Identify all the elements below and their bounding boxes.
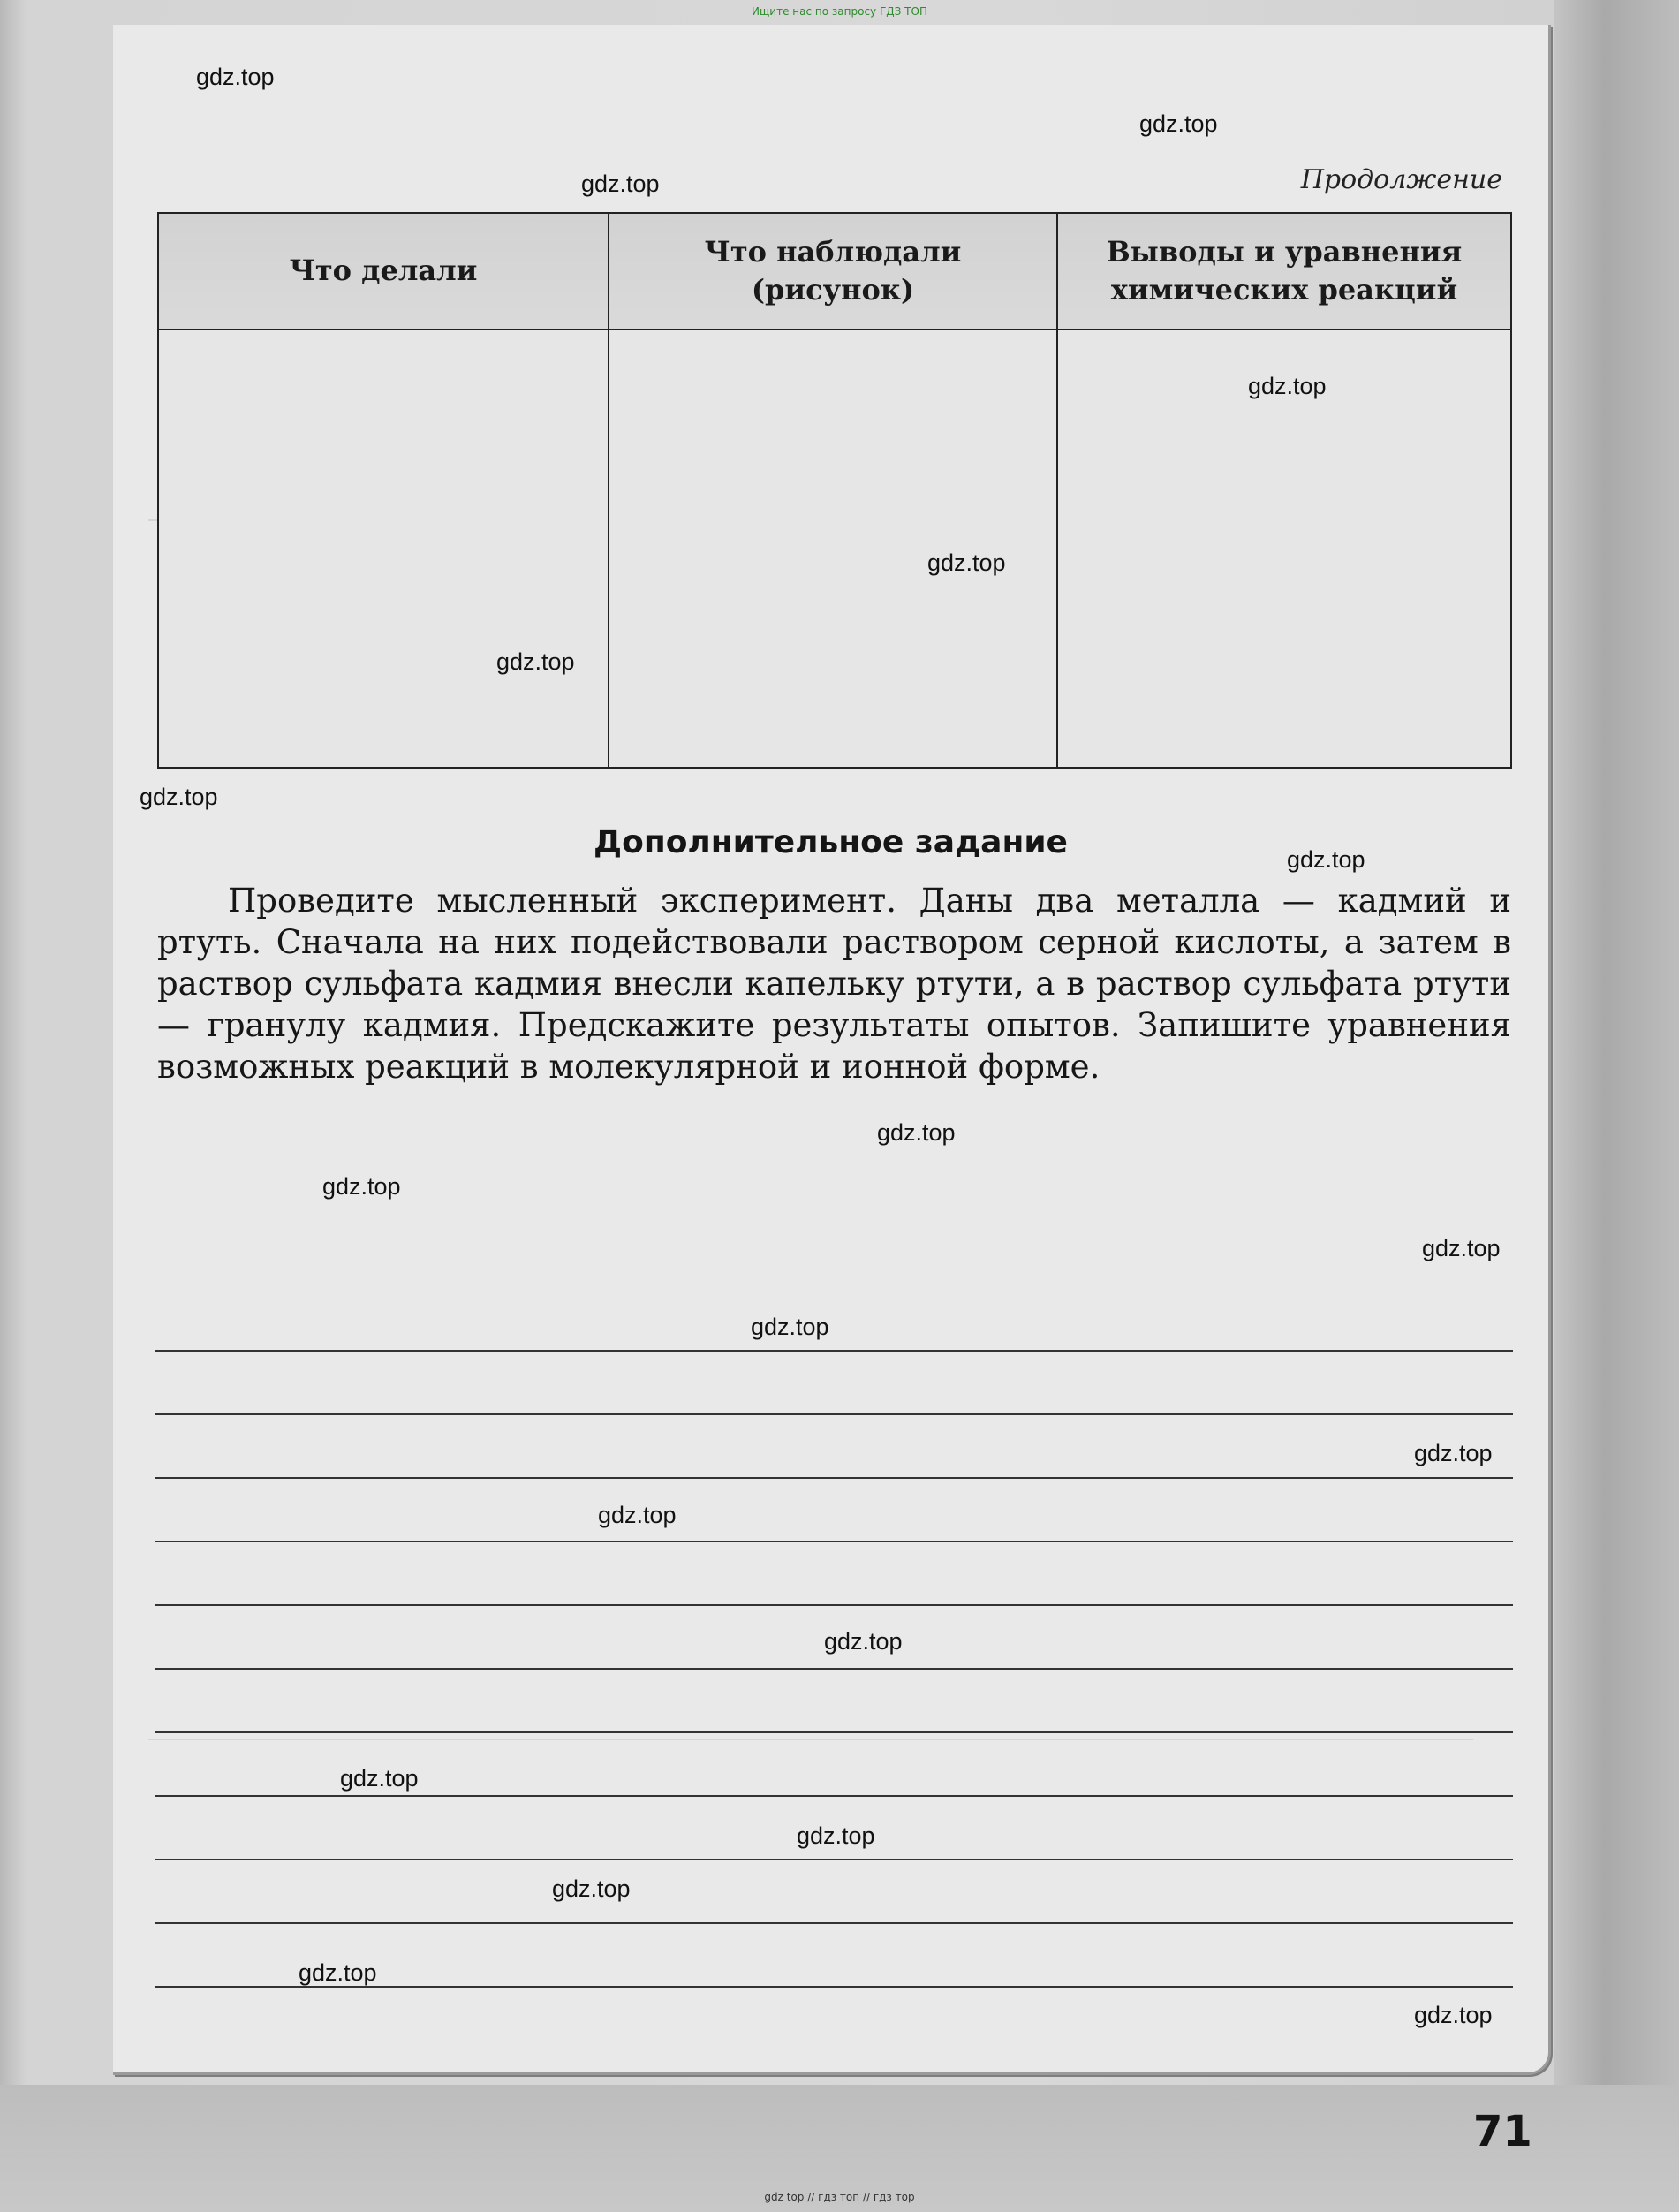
answer-line[interactable] <box>155 1922 1513 1924</box>
table-header-row <box>158 213 1511 330</box>
header-link[interactable]: Ищите нас по запросу ГДЗ ТОП <box>752 5 927 18</box>
watermark: gdz.top <box>552 1875 631 1902</box>
watermark: gdz.top <box>751 1314 829 1340</box>
answer-line[interactable] <box>155 1859 1513 1860</box>
answer-line[interactable] <box>155 1795 1513 1797</box>
answer-cell-actions[interactable] <box>158 330 609 768</box>
answer-cell-observations[interactable] <box>609 330 1057 768</box>
answer-line[interactable] <box>155 1413 1513 1415</box>
watermark: gdz.top <box>340 1765 419 1792</box>
bleed-through-line <box>148 1739 1473 1740</box>
footer-link[interactable]: gdz top // гдз топ // гдз тор <box>764 2191 915 2203</box>
answer-line[interactable] <box>155 1350 1513 1352</box>
watermark: gdz.top <box>797 1822 875 1849</box>
column-header-observations: Что наблюдали (рисунок) <box>609 213 1057 330</box>
additional-task-title: Дополнительное задание <box>594 824 1068 860</box>
watermark: gdz.top <box>877 1119 956 1146</box>
column-header-actions: Что делали <box>158 213 609 330</box>
answer-line[interactable] <box>155 1604 1513 1606</box>
page-number: 71 <box>1473 2107 1532 2156</box>
watermark: gdz.top <box>824 1628 903 1655</box>
additional-task-text: Проведите мысленный эксперимент. Даны два металла — кадмий и ртуть. Сначала на них подействовали раствором серной кислоты, а затем в раствор сульфата кадмия внесли капельку ртути, а в раствор сульфата ртути — гранулу кадмия. Предскажите результаты опытов. Запишите уравнения возможных реакций в молекулярной и ионной форме. <box>157 882 1511 1086</box>
watermark: gdz.top <box>322 1173 401 1200</box>
watermark: gdz.top <box>581 170 660 197</box>
watermark: gdz.top <box>1422 1235 1501 1261</box>
answer-line[interactable] <box>155 1477 1513 1479</box>
watermark: gdz.top <box>140 784 218 810</box>
worksheet-panel <box>113 25 1551 2075</box>
watermark: gdz.top <box>496 648 575 675</box>
continuation-label: Продолжение <box>1300 164 1502 195</box>
watermark: gdz.top <box>1248 373 1327 399</box>
column-header-conclusions: Выводы и уравнения химических реакций <box>1057 213 1511 330</box>
watermark: gdz.top <box>1287 846 1365 873</box>
watermark: gdz.top <box>1414 1440 1493 1466</box>
watermark: gdz.top <box>927 549 1006 576</box>
answer-line[interactable] <box>155 1668 1513 1670</box>
watermark: gdz.top <box>1414 2002 1493 2028</box>
watermark: gdz.top <box>1139 110 1218 137</box>
watermark: gdz.top <box>299 1959 377 1986</box>
answer-line[interactable] <box>155 1731 1513 1733</box>
watermark: gdz.top <box>598 1502 677 1528</box>
watermark: gdz.top <box>196 64 275 90</box>
answer-line[interactable] <box>155 1541 1513 1542</box>
experiment-table <box>157 212 1512 769</box>
page-edge-right <box>1554 0 1679 2212</box>
